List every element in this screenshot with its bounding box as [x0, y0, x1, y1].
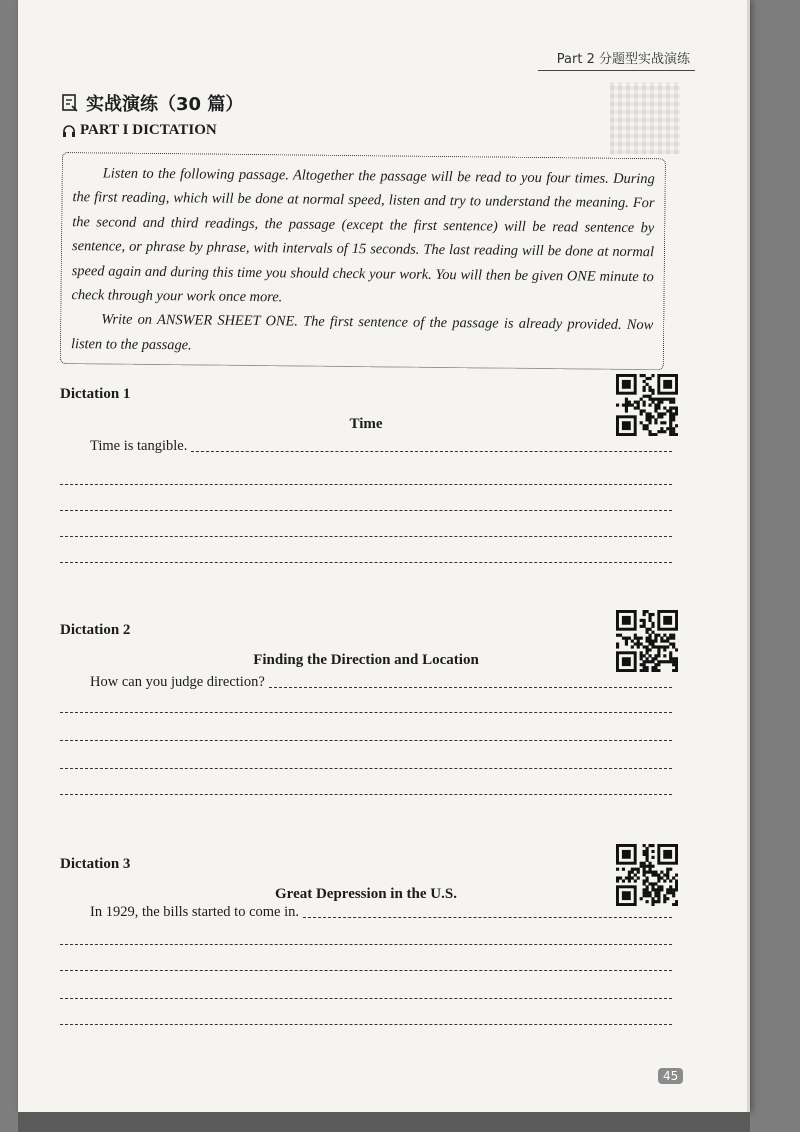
qr-code-icon[interactable] — [616, 374, 678, 436]
page-number: 45 — [658, 1068, 683, 1084]
page-header: Part 2 分题型实战演练 — [556, 52, 690, 67]
dictation-title: Time — [349, 416, 383, 432]
qr-code-icon[interactable] — [616, 844, 678, 906]
answer-line[interactable] — [60, 562, 672, 563]
dictation-label: Dictation 3 — [60, 856, 131, 872]
dictation-title: Great Depression in the U.S. — [275, 886, 457, 902]
section-title — [62, 90, 243, 116]
dictation-block-3 — [60, 856, 672, 1028]
answer-line[interactable] — [60, 1024, 672, 1025]
part-title — [62, 122, 217, 139]
instructions-paragraph-1: Listen to the following passage. Altogether the passage will be read to you four times. During the first reading, which will be done at normal speed, listen and try to understand the meaning. For the second and third readings, the passage (except the first sentence) will be read sentence by sentence, or phrase by phrase, with intervals of 15 seconds. The last reading will be done at normal speed again and during this time you should check your work. You will then be given ONE minute to check through your work once more. — [71, 165, 655, 306]
dictation-block-2 — [60, 622, 672, 798]
answer-line[interactable] — [60, 536, 672, 537]
answer-line[interactable] — [60, 998, 672, 999]
dictation-label: Dictation 1 — [60, 386, 131, 402]
first-sentence-line — [60, 904, 672, 921]
section-title-text: 实战演练（30 篇） — [86, 94, 244, 115]
dictation-block-1 — [60, 386, 672, 566]
instructions-box — [60, 152, 666, 370]
answer-line[interactable] — [60, 944, 672, 945]
answer-blank[interactable] — [269, 687, 672, 688]
first-sentence-line — [60, 438, 672, 455]
header-rule — [538, 70, 695, 71]
answer-line[interactable] — [60, 740, 672, 741]
answer-line[interactable] — [60, 768, 672, 769]
notebook-icon — [62, 94, 78, 112]
first-sentence-line — [60, 674, 672, 691]
first-sentence: How can you judge direction? — [90, 674, 265, 690]
dictation-label: Dictation 2 — [60, 622, 131, 638]
show-through-qr — [610, 82, 680, 154]
answer-line[interactable] — [60, 970, 672, 971]
answer-blank[interactable] — [191, 451, 672, 452]
first-sentence: In 1929, the bills started to come in. — [90, 904, 300, 920]
dictation-title: Finding the Direction and Location — [253, 652, 479, 668]
part-title-text: PART I DICTATION — [80, 122, 217, 138]
answer-line[interactable] — [60, 484, 672, 485]
first-sentence: Time is tangible. — [90, 438, 188, 454]
qr-code-icon[interactable] — [616, 610, 678, 672]
answer-blank[interactable] — [303, 917, 672, 918]
answer-line[interactable] — [60, 794, 672, 795]
scan-edge — [18, 1112, 750, 1132]
answer-line[interactable] — [60, 510, 672, 511]
headphones-icon — [62, 124, 76, 138]
instructions-paragraph-2: Write on ANSWER SHEET ONE. The first sentence of the passage is already provided. Now listen to the passage. — [70, 311, 654, 354]
book-page — [18, 0, 750, 1112]
answer-line[interactable] — [60, 712, 672, 713]
